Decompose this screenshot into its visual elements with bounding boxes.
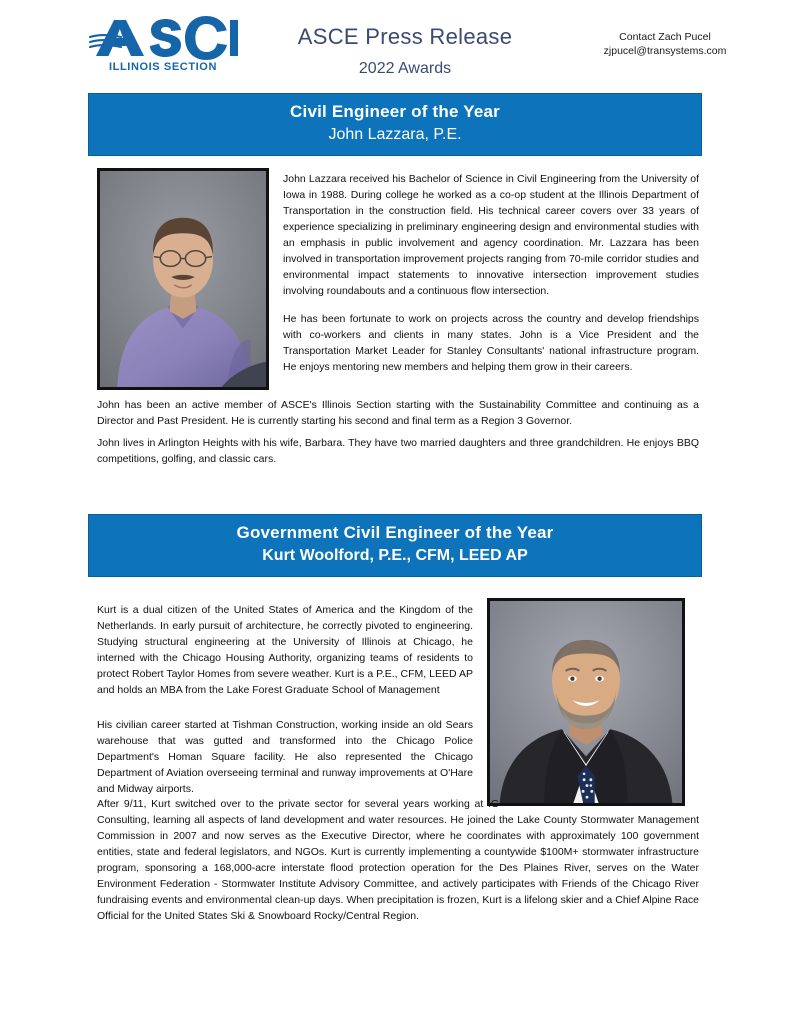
award-banner-recipient: Kurt Woolford, P.E., CFM, LEED AP [262,546,528,564]
award-paragraph-text: After 9/11, Kurt switched over to the private sector for several years working at IG Consulting, learning all aspects of land development and water resources. He joined the Lake County Stormwater Management Commission in 2007 and now serves as the Executive Director, where he coordinates with approximately 100 government entities, state and federal legislators, and NGOs. Kurt is currently implementing a countywide $100M+ stormwater infrastructure program, sponsoring a 168,000-acre interstate flood protection operation for the Des Plaines River, serves on the Water Environment Federation - Stormwater Institute Advisory Committee, and actively participates with Friends of the Chicago River fundraising events and environmental clean-up days. When precipitation is frozen, Kurt is a lifelong skier and a Chief Alpine Race Official for the United States Ski & Snowboard Rocky/Central Region. [97,798,699,922]
award-paragraph: John has been an active member of ASCE's Illinois Section starting with the Sustainability Committee and continuing as a Director and Past President. He is currently starting his second and final term as a Region 3 Governor. [97,399,699,427]
award-banner-civil-engineer [88,93,702,156]
contact-info [565,30,765,58]
award-paragraph: John Lazzara received his Bachelor of Science in Civil Engineering from the University of Iowa in 1988. During college he worked as a co-op student at the Illinois Department of Transportation in the construction field. His technical career covers over 33 years of experience specializing in preliminary engineering design and environmental studies with an emphasis in public involvement and agency coordination. Mr. Lazzara has been involved in transportation improvement projects ranging from 70-mile corridor studies and environmental impact statements to innovative intersection improvement studies involving roundabouts and a continuous flow intersection. [283,173,699,297]
contact-email: zjpucel@transystems.com [603,45,727,58]
award-paragraph [97,797,699,925]
asce-logo-subtitle: ILLINOIS SECTION [109,61,217,73]
award-paragraph: John lives in Arlington Heights with his wife, Barbara. They have two married daughters and three grandchildren. He enjoys BBQ competitions, golfing, and classic cars. [97,437,699,465]
portrait-image-lazzara [100,171,266,387]
header-title-block [255,24,555,78]
award-banner-recipient: John Lazzara, P.E. [328,125,462,143]
page-subtitle: 2022 Awards [358,60,452,77]
award-banner-government-civil-engineer [88,514,702,577]
contact-name: Contact Zach Pucel [619,31,711,43]
asce-wordmark-icon [88,16,238,60]
page-title: ASCE Press Release [297,24,513,49]
award-paragraph: His civilian career started at Tishman Construction, working inside an old Sears warehouse that was gutted and transformed into the Chicago Police Department's Homan Square facility. He also represented the Chicago Department of Aviation overseeing terminal and runway improvements at O'Hare and Midway airports. [97,719,473,795]
award-paragraph: Kurt is a dual citizen of the United States of America and the Kingdom of the Netherlands. In early pursuit of architecture, he correctly pivoted to engineering. Studying structural engineering at the University of Illinois at Chicago, he interned with the Chicago Housing Authority, organizing teams of residents to protect Robert Taylor Homes from severe weather. Kurt is a P.E., CFM, LEED AP and holds an MBA from the Lake Forest Graduate School of Management [97,604,473,696]
asce-logo [88,16,238,73]
portrait-photo-woolford [487,598,685,806]
photo-wrap-spacer [499,797,699,811]
award-banner-title: Civil Engineer of the Year [290,102,500,121]
document-header [0,0,791,88]
portrait-photo-lazzara [97,168,269,390]
asce-logo-mark [88,16,238,60]
award-paragraph: He has been fortunate to work on projects across the country and develop friendships with co-workers and clients in many states. John is a Vice President and the Transportation Market Leader for Stanley Consultants' national infrastructure program. He enjoys mentoring new members and helping them grow in their careers. [283,313,699,373]
portrait-image-woolford [490,601,682,803]
award-banner-title: Government Civil Engineer of the Year [236,523,554,542]
